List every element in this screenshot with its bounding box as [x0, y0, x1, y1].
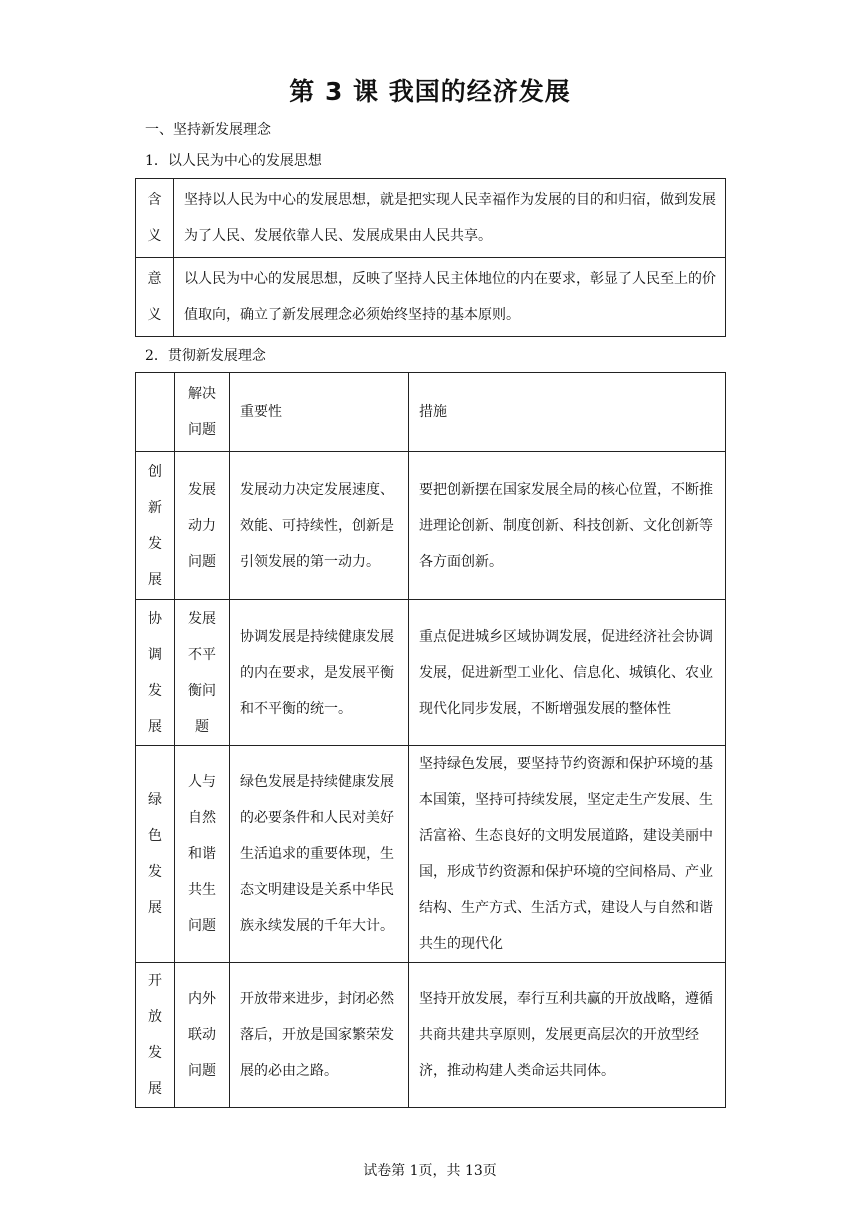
concept-measures: 要把创新摆在国家发展全局的核心位置，不断推进理论创新、制度创新、科技创新、文化创新等各方面创新。 — [409, 452, 726, 600]
concept-name: 绿 色 发 展 — [136, 746, 175, 963]
people-centered-table — [135, 178, 726, 337]
concept-problem: 内外 联动 问题 — [175, 963, 230, 1108]
subsection-heading-2: 2．贯彻新发展理念 — [145, 348, 266, 364]
section-heading: 一、坚持新发展理念 — [145, 122, 271, 138]
header-problem: 解决 问题 — [175, 373, 230, 452]
table-row — [136, 258, 726, 337]
table-row — [136, 963, 726, 1108]
table-header-row — [136, 373, 726, 452]
concept-measures: 重点促进城乡区域协调发展，促进经济社会协调发展，促进新型工业化、信息化、城镇化、农业现代化同步发展，不断增强发展的整体性 — [409, 600, 726, 746]
concept-problem: 发展 不平 衡问 题 — [175, 600, 230, 746]
table-row — [136, 600, 726, 746]
concept-importance: 绿色发展是持续健康发展的必要条件和人民对美好生活追求的重要体现，生态文明建设是关系中华民族永续发展的千年大计。 — [230, 746, 409, 963]
row-label: 含 义 — [136, 179, 174, 258]
concept-importance: 开放带来进步，封闭必然落后，开放是国家繁荣发展的必由之路。 — [230, 963, 409, 1108]
concept-name: 协 调 发 展 — [136, 600, 175, 746]
concept-name: 开 放 发 展 — [136, 963, 175, 1108]
header-importance: 重要性 — [230, 373, 409, 452]
concept-problem: 人与 自然 和谐 共生 问题 — [175, 746, 230, 963]
header-measures: 措施 — [409, 373, 726, 452]
header-blank — [136, 373, 175, 452]
row-text: 以人民为中心的发展思想，反映了坚持人民主体地位的内在要求，彰显了人民至上的价值取向，确立了新发展理念必须始终坚持的基本原则。 — [174, 258, 726, 337]
page-title: 第 3 课 我国的经济发展 — [289, 77, 571, 106]
concept-measures: 坚持绿色发展，要坚持节约资源和保护环境的基本国策，坚持可持续发展，坚定走生产发展、生活富裕、生态良好的文明发展道路，建设美丽中国，形成节约资源和保护环境的空间格局、产业结构、生产方式、生活方式，建设人与自然和谐共生的现代化 — [409, 746, 726, 963]
concept-importance: 发展动力决定发展速度、效能、可持续性，创新是引领发展的第一动力。 — [230, 452, 409, 600]
table-row — [136, 452, 726, 600]
table-row — [136, 746, 726, 963]
table-row — [136, 179, 726, 258]
row-label: 意 义 — [136, 258, 174, 337]
subsection-heading-1: 1．以人民为中心的发展思想 — [145, 153, 322, 169]
new-development-table — [135, 372, 726, 1108]
row-text: 坚持以人民为中心的发展思想，就是把实现人民幸福作为发展的目的和归宿，做到发展为了人民、发展依靠人民、发展成果由人民共享。 — [174, 179, 726, 258]
concept-name: 创 新 发 展 — [136, 452, 175, 600]
concept-measures: 坚持开放发展，奉行互利共赢的开放战略，遵循共商共建共享原则，发展更高层次的开放型经济，推动构建人类命运共同体。 — [409, 963, 726, 1108]
concept-problem: 发展 动力 问题 — [175, 452, 230, 600]
concept-importance: 协调发展是持续健康发展的内在要求，是发展平衡和不平衡的统一。 — [230, 600, 409, 746]
page-footer: 试卷第 1页，共 13页 — [363, 1163, 497, 1179]
